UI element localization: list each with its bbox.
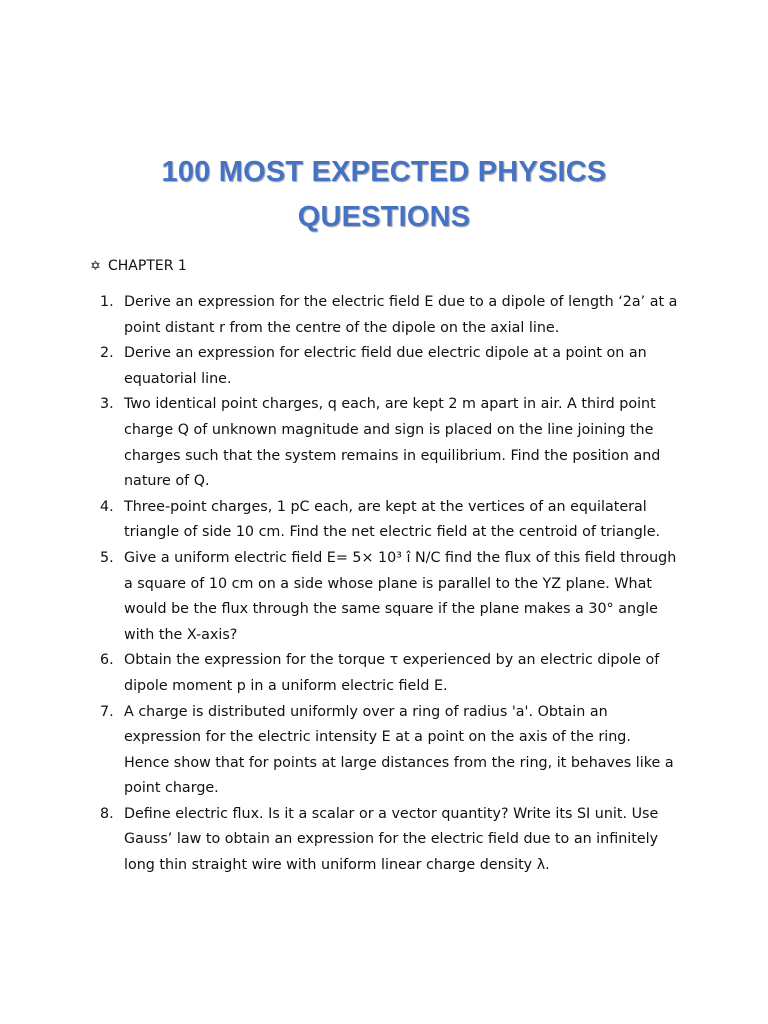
title-line-2: QUESTIONS — [297, 201, 471, 233]
question-text: Derive an expression for electric field due electric dipole at a point on an equatorial line. — [124, 345, 647, 387]
question-number: 8. — [100, 805, 114, 822]
question-text: Three-point charges, 1 pC each, are kept at the vertices of an equilateral triangle of side 10 cm. Find the net electric field at the centroid of triangle. — [124, 498, 661, 541]
question-number: 7. — [100, 703, 114, 720]
page-title — [0, 150, 768, 240]
question-number: 4. — [100, 498, 114, 515]
question-item — [100, 341, 680, 392]
title-line-1: 100 MOST EXPECTED PHYSICS — [161, 156, 607, 188]
question-item — [100, 495, 680, 546]
question-text: Obtain the expression for the torque τ experienced by an electric dipole of dipole moment p in a uniform electric field E. — [124, 652, 660, 694]
question-list — [100, 290, 680, 879]
question-item — [100, 700, 680, 802]
question-text: Define electric flux. Is it a scalar or a vector quantity? Write its SI unit. Use Gauss’ law to obtain an expression for the electric field due to an infinitely long thin straight wire with uniform linear charge density λ. — [124, 805, 659, 874]
question-number: 1. — [100, 294, 114, 310]
question-text: Two identical point charges, q each, are kept 2 m apart in air. A third point charge Q of unknown magnitude and sign is placed on the line joining the charges such that the system remains in equilibrium. Find the position and nature of Q. — [124, 396, 661, 490]
question-text: Derive an expression for the electric field E due to a dipole of length ‘2a’ at a point distant r from the centre of the dipole on the axial line. — [124, 294, 678, 336]
question-item — [100, 546, 680, 648]
question-number: 6. — [100, 652, 114, 669]
question-number: 3. — [100, 396, 114, 413]
chapter-heading — [90, 255, 187, 278]
chapter-label: CHAPTER 1 — [108, 258, 187, 274]
question-item — [100, 802, 680, 879]
question-item — [100, 648, 680, 699]
question-number: 2. — [100, 345, 114, 362]
question-text: A charge is distributed uniformly over a ring of radius 'a'. Obtain an expression for the electric intensity E at a point on the axis of the ring. Hence show that for points at large distances from the ring, it behaves like a point charge. — [124, 703, 674, 797]
question-item — [100, 290, 680, 341]
question-item — [100, 392, 680, 494]
star-bullet-icon: ✡ — [90, 259, 101, 274]
question-text: Give a uniform electric field E= 5× 10³ î N/C find the flux of this field through a square of 10 cm on a side whose plane is parallel to the YZ plane. What would be the flux through the same square if the plane makes a 30° angle with the X-axis? — [124, 549, 677, 643]
question-number: 5. — [100, 549, 114, 566]
